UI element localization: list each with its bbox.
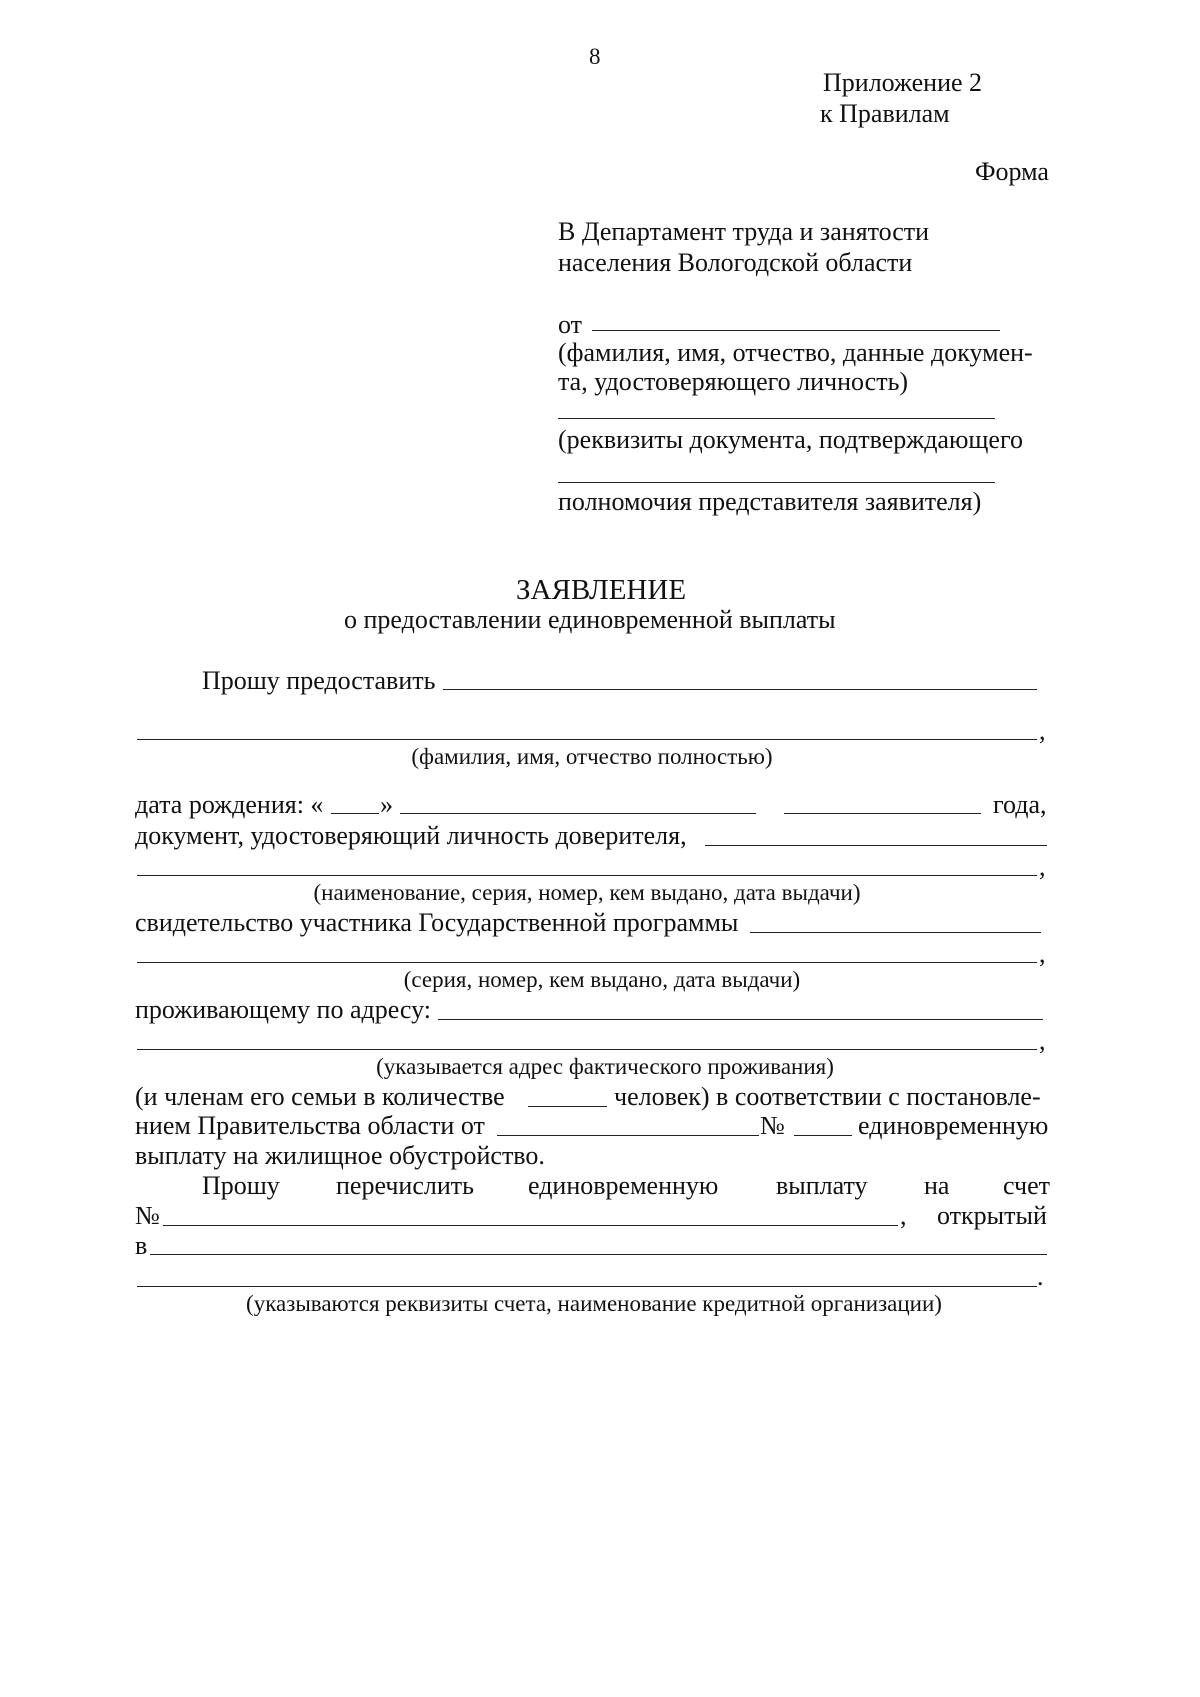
transfer-word-4: выплату (776, 1171, 868, 1200)
address-label: проживающему по адресу: (135, 995, 432, 1024)
from-prefix: от (558, 310, 583, 339)
representative-hint-line-1: (реквизиты документа, подтверждающего (558, 425, 1023, 454)
appendix-line-2: к Правилам (820, 99, 950, 128)
certificate-caption: (серия, номер, кем выдано, дата выдачи) (403, 967, 801, 992)
form-label: Форма (975, 157, 1049, 186)
family-count-field[interactable] (528, 1106, 607, 1107)
bank-period: . (1037, 1262, 1044, 1291)
birth-suffix: года, (993, 790, 1047, 819)
account-opened-text: , открытый (900, 1201, 1047, 1230)
bank-prefix: в (135, 1231, 148, 1260)
family-text-part-2: человек) в соответствии с постановле- (614, 1082, 1041, 1111)
transfer-word-1: Прошу (202, 1171, 280, 1200)
from-hint-line-2: та, удостоверяющего личность) (558, 367, 909, 396)
transfer-word-6: счет (1003, 1171, 1050, 1200)
request-field-line[interactable] (443, 689, 1037, 690)
address-field-line-2[interactable] (137, 1049, 1037, 1050)
certificate-comma: , (1039, 939, 1046, 968)
addressee-line-2: населения Вологодской области (558, 248, 913, 277)
certificate-field-line-2[interactable] (137, 962, 1037, 963)
from-hint-line-1: (фамилия, имя, отчество, данные докумен- (558, 338, 1033, 367)
fio-caption: (фамилия, имя, отчество полностью) (411, 744, 773, 769)
representative-hint-line-2: полномочия представителя заявителя) (558, 487, 982, 516)
certificate-label: свидетельство участника Государственной программы (135, 908, 739, 937)
birth-year-field[interactable] (784, 813, 981, 814)
birth-month-field[interactable] (400, 813, 756, 814)
birth-prefix: дата рождения: « (135, 790, 324, 819)
id-document-label: документ, удостоверяющий личность доверителя, (135, 821, 687, 850)
resolution-number-field[interactable] (794, 1135, 852, 1136)
id-document-field-line-1[interactable] (705, 845, 1047, 846)
resolution-date-field[interactable] (497, 1135, 759, 1136)
id-document-caption: (наименование, серия, номер, кем выдано, дата выдачи) (313, 880, 861, 905)
representative-field-line-2[interactable] (558, 482, 995, 483)
birth-day-field[interactable] (331, 813, 379, 814)
resolution-text-line-3: выплату на жилищное обустройство. (135, 1141, 545, 1170)
id-document-comma: , (1039, 852, 1046, 881)
account-number-sign: № (135, 1201, 160, 1230)
addressee-line-1: В Департамент труда и занятости (558, 217, 930, 246)
bank-field-line-1[interactable] (150, 1254, 1047, 1255)
fio-comma: , (1039, 716, 1046, 745)
request-prefix: Прошу предоставить (202, 666, 436, 695)
resolution-number-sign: № (760, 1111, 785, 1140)
address-field-line-1[interactable] (438, 1019, 1043, 1020)
appendix-line-1: Приложение 2 (823, 68, 983, 97)
resolution-text-part-2: единовременную (858, 1111, 1049, 1140)
transfer-word-5: на (924, 1171, 950, 1200)
transfer-word-3: единовременную (528, 1171, 719, 1200)
document-title: ЗАЯВЛЕНИЕ (516, 574, 687, 606)
certificate-field-line-1[interactable] (750, 932, 1041, 933)
address-comma: , (1039, 1026, 1046, 1055)
family-text-part-1: (и членам его семьи в количестве (135, 1082, 505, 1111)
address-caption: (указывается адрес фактического проживания) (376, 1054, 834, 1079)
resolution-text-part-1: нием Правительства области от (135, 1111, 485, 1140)
page-number: 8 (589, 44, 601, 69)
bank-caption: (указываются реквизиты счета, наименование кредитной организации) (246, 1291, 942, 1316)
representative-field-line-1[interactable] (558, 418, 995, 419)
bank-field-line-2[interactable] (137, 1286, 1037, 1287)
fio-field-line[interactable] (137, 739, 1037, 740)
account-number-field[interactable] (163, 1225, 898, 1226)
id-document-field-line-2[interactable] (137, 875, 1037, 876)
transfer-word-2: перечислить (336, 1171, 474, 1200)
document-subtitle: о предоставлении единовременной выплаты (344, 605, 836, 634)
birth-quote-close: » (380, 790, 393, 819)
from-field-line[interactable] (592, 330, 1000, 331)
